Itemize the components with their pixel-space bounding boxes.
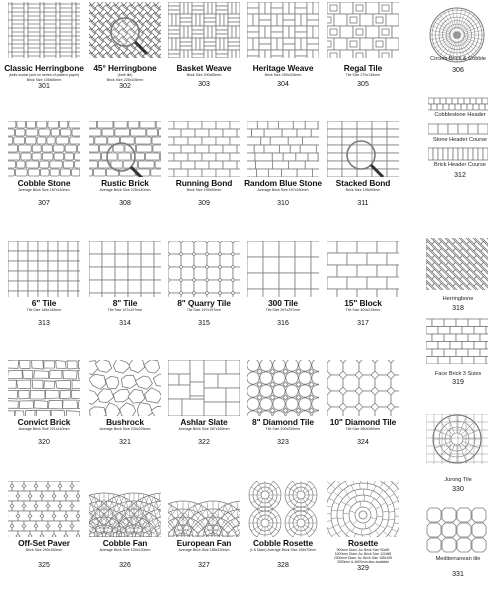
pattern-code: 328	[247, 562, 319, 570]
pattern-code: 303	[168, 81, 240, 89]
pattern-code: 301	[8, 83, 80, 91]
pattern-size-line: 2300mm Diam. Av. Brick Size 155x105	[319, 556, 407, 560]
convict-swatch	[8, 360, 80, 416]
pattern-309	[168, 121, 240, 239]
pattern-size: Average Brick Size 230x225mm	[81, 427, 169, 431]
pattern-size: Brick Size 290x150mm	[0, 548, 88, 552]
pattern-317	[327, 241, 399, 359]
brick-header-label: Brick Header Course	[420, 162, 500, 169]
pattern-size: Tile Size 197x197mm	[81, 308, 169, 312]
rosette-swatch	[327, 481, 399, 537]
tile6-swatch	[8, 241, 80, 297]
pattern-code: 309	[168, 200, 240, 208]
pattern-size: Average Brick Size 185x130mm	[160, 548, 248, 552]
tile300-swatch	[247, 241, 319, 297]
herringbone-code: 318	[416, 305, 500, 313]
random-blue-swatch	[247, 121, 319, 177]
pattern-size: Average Brick Size 197x160mm	[239, 188, 327, 192]
quarry-swatch	[168, 241, 240, 297]
pattern-327	[168, 481, 240, 599]
pattern-size: Tile Size 270x145mm	[319, 73, 407, 77]
circles-code: 306	[416, 67, 500, 75]
pattern-code: 326	[89, 562, 161, 570]
pattern-323	[247, 360, 319, 478]
pattern-304	[247, 2, 319, 120]
pattern-320	[8, 360, 80, 478]
pattern-name: 15" Block	[321, 299, 405, 308]
pattern-size: Average Brick Size 187x140mm	[0, 188, 88, 192]
pattern-code: 305	[327, 81, 399, 89]
pattern-322	[168, 360, 240, 478]
pattern-name: 300 Tile	[241, 299, 325, 308]
pattern-size: Tile Size 260x260mm	[319, 427, 407, 431]
pattern-code: 325	[8, 562, 80, 570]
pattern-321	[89, 360, 161, 478]
basket-swatch	[168, 2, 240, 58]
pattern-name: Off-Set Paver	[2, 539, 86, 548]
pattern-size: Brick Size 200x65mm	[160, 73, 248, 77]
pattern-code: 304	[247, 81, 319, 89]
pattern-size: Tile Size 145x145mm	[0, 308, 88, 312]
pattern-size: (1.6 Diam) Average Brick Size 165x70mm	[239, 548, 327, 552]
pattern-code: 314	[89, 320, 161, 328]
pattern-size: Brick Size 105x65mm	[0, 78, 88, 82]
pattern-name: 8" Diamond Tile	[241, 418, 325, 427]
pattern-size: Average Brick Size 221x140mm	[0, 427, 88, 431]
pattern-size-line: 1600mm Diam. Av. Brick Size 122x88	[319, 552, 407, 556]
diamond10-swatch	[327, 360, 399, 416]
face-brick-swatch	[426, 318, 488, 364]
herringbone-45-swatch	[89, 2, 161, 58]
cobble-stone-swatch	[8, 121, 80, 177]
pattern-code: 327	[168, 562, 240, 570]
cobble-rosette-swatch	[247, 481, 319, 537]
pattern-308	[89, 121, 161, 239]
cobble-fan-swatch	[89, 481, 161, 537]
pattern-size: Tile Size 297x297mm	[239, 308, 327, 312]
pattern-code: 310	[247, 200, 319, 208]
pattern-code: 311	[327, 200, 399, 208]
pattern-code: 302	[89, 83, 161, 91]
pattern-code: 315	[168, 320, 240, 328]
pattern-310	[247, 121, 319, 239]
mediterranean-code: 331	[416, 571, 500, 579]
regal-swatch	[327, 2, 399, 58]
bushrock-swatch	[89, 360, 161, 416]
pattern-code: 313	[8, 320, 80, 328]
face-brick-code: 319	[416, 379, 500, 387]
pattern-311	[327, 121, 399, 239]
pattern-name: Classic Herringbone	[2, 64, 86, 73]
pattern-329	[327, 481, 399, 599]
stone-header-label: Stone Header Course	[420, 137, 500, 144]
pattern-name: Bushrock	[83, 418, 167, 427]
block15-swatch	[327, 241, 399, 297]
mediterranean-label: Mediterranean tile	[416, 556, 500, 563]
pattern-303	[168, 2, 240, 120]
tile8-swatch	[89, 241, 161, 297]
jurong-swatch	[426, 414, 488, 464]
heritage-swatch	[247, 2, 319, 58]
pattern-name: European Fan	[162, 539, 246, 548]
herringbone-swatch	[426, 238, 488, 290]
pattern-307	[8, 121, 80, 239]
jurong-label: Jurong Tile	[416, 477, 500, 484]
pattern-name: Heritage Weave	[241, 64, 325, 73]
pattern-size: Tile Size 197x197mm	[160, 308, 248, 312]
pattern-name: 8" Tile	[83, 299, 167, 308]
pattern-size-line: 900mm Diam. Av. Brick Size 90x65	[319, 548, 407, 552]
running-swatch	[168, 121, 240, 177]
jurong-code: 330	[416, 486, 500, 494]
pattern-size: Brick Size 225x105mm	[81, 78, 169, 82]
pattern-code: 324	[327, 439, 399, 447]
pattern-328	[247, 481, 319, 599]
pattern-name: Stacked Bond	[321, 179, 405, 188]
pattern-name: Running Bond	[162, 179, 246, 188]
pattern-note: (sells mortar joint on series of pattern paper)	[0, 73, 88, 77]
pattern-name: Rustic Brick	[83, 179, 167, 188]
mediterranean-swatch	[426, 506, 488, 554]
pattern-name: Regal Tile	[321, 64, 405, 73]
pattern-name: 6" Tile	[2, 299, 86, 308]
cobblestone-header-swatch	[428, 97, 488, 111]
pattern-326	[89, 481, 161, 599]
pattern-314	[89, 241, 161, 359]
pattern-size: Average Brick Size 225x140mm	[81, 188, 169, 192]
herringbone-h-swatch	[8, 2, 80, 58]
pattern-305	[327, 2, 399, 120]
pattern-size-line: 3300mm & 4600mm also available	[319, 560, 407, 564]
brick-header-swatch	[428, 147, 488, 161]
pattern-302	[89, 2, 161, 120]
pattern-code: 307	[8, 200, 80, 208]
pattern-size: Average Brick Size 130x130mm	[81, 548, 169, 552]
pattern-code: 329	[327, 565, 399, 573]
stone-header-swatch	[428, 122, 488, 136]
pattern-name: Basket Weave	[162, 64, 246, 73]
euro-fan-swatch	[168, 481, 240, 537]
pattern-315	[168, 241, 240, 359]
pattern-size: Brick Size 295x105mm	[239, 73, 327, 77]
pattern-name: Ashlar Slate	[162, 418, 246, 427]
pattern-301	[8, 2, 80, 120]
pattern-name: Cobble Fan	[83, 539, 167, 548]
rustic-swatch	[89, 121, 161, 177]
pattern-name: Cobble Stone	[2, 179, 86, 188]
pattern-name: Cobble Rosette	[241, 539, 325, 548]
circles-label: Circles Brick & Cobble	[416, 56, 500, 63]
pattern-size: Tile Size 400x215mm	[319, 308, 407, 312]
offset-swatch	[8, 481, 80, 537]
pattern-note: (both tile)	[81, 73, 169, 77]
pattern-size: Brick Size 195x90mm	[319, 188, 407, 192]
pattern-name: Convict Brick	[2, 418, 86, 427]
pattern-code: 317	[327, 320, 399, 328]
pattern-size: Brick Size 195x90mm	[160, 188, 248, 192]
pattern-code: 321	[89, 439, 161, 447]
pattern-code: 323	[247, 439, 319, 447]
pattern-name: 8" Quarry Tile	[162, 299, 246, 308]
pattern-name: 10" Diamond Tile	[321, 418, 405, 427]
pattern-name: 45° Herringbone	[83, 64, 167, 73]
pattern-code: 308	[89, 200, 161, 208]
pattern-size: Average Brick Size 287x165mm	[160, 427, 248, 431]
pattern-325	[8, 481, 80, 599]
face-brick-label: Face Brick 3 Sizes	[416, 371, 500, 378]
pattern-name: Rosette	[321, 539, 405, 548]
stacked-swatch	[327, 121, 399, 177]
pattern-name: Random Blue Stone	[241, 179, 325, 188]
ashlar-swatch	[168, 360, 240, 416]
pattern-code: 322	[168, 439, 240, 447]
pattern-code: 316	[247, 320, 319, 328]
pattern-316	[247, 241, 319, 359]
cobblestone-header-label: Cobblestone Header	[420, 112, 500, 119]
pattern-size: Tile Size 200x200mm	[239, 427, 327, 431]
pattern-313	[8, 241, 80, 359]
pattern-324	[327, 360, 399, 478]
diamond8-swatch	[247, 360, 319, 416]
pattern-code: 320	[8, 439, 80, 447]
borders-code: 312	[420, 172, 500, 180]
herringbone-label: Herringbone	[416, 296, 500, 303]
